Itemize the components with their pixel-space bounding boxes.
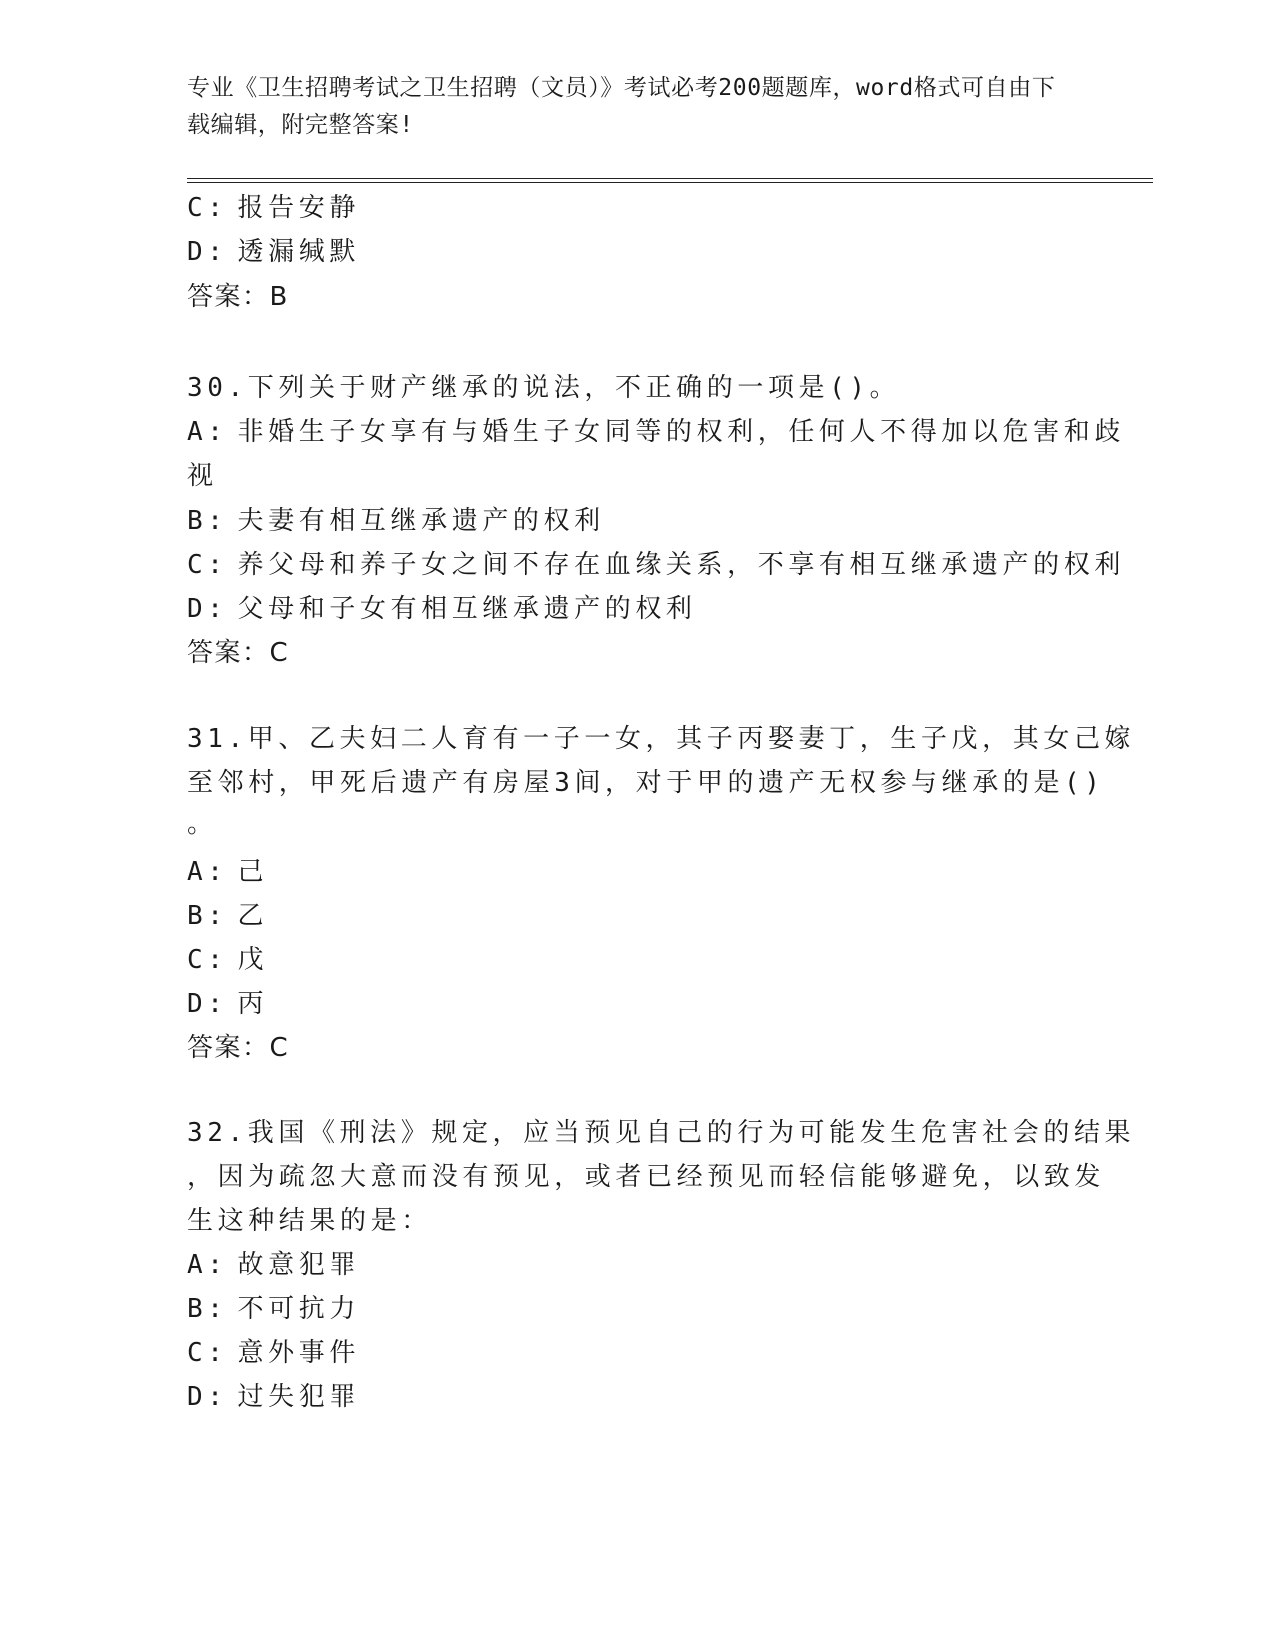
question-31-answer: 答案：C — [187, 1033, 290, 1063]
header-divider-bottom — [187, 182, 1153, 183]
question-30-option-d: D: 父母和子女有相互继承遗产的权利 — [187, 594, 697, 624]
question-31-option-a: A: 己 — [187, 857, 269, 887]
question-32-option-a: A: 故意犯罪 — [187, 1250, 360, 1280]
option-c: C: 报告安静 — [187, 193, 360, 223]
question-31-stem-line-2: 至邻村，甲死后遗产有房屋3间，对于甲的遗产无权参与继承的是() — [187, 768, 1105, 798]
option-d: D: 透漏缄默 — [187, 237, 360, 267]
question-30-option-c: C: 养父母和养子女之间不存在血缘关系，不享有相互继承遗产的权利 — [187, 550, 1125, 580]
question-30-option-a: A: 非婚生子女享有与婚生子女同等的权利，任何人不得加以危害和歧 — [187, 417, 1125, 447]
question-31-stem-line-1: 31.甲、乙夫妇二人育有一子一女，其子丙娶妻丁，生子戊，其女己嫁 — [187, 724, 1136, 754]
question-32-option-d: D: 过失犯罪 — [187, 1382, 360, 1412]
question-30-stem: 30.下列关于财产继承的说法，不正确的一项是()。 — [187, 373, 901, 403]
question-30-option-b: B: 夫妻有相互继承遗产的权利 — [187, 506, 605, 536]
answer-prev: 答案：B — [187, 282, 289, 312]
question-31-option-b: B: 乙 — [187, 901, 269, 931]
question-32-stem-line-1: 32.我国《刑法》规定，应当预见自己的行为可能发生危害社会的结果 — [187, 1118, 1136, 1148]
question-31-stem-line-3: 。 — [187, 809, 218, 839]
question-32-stem-line-3: 生这种结果的是： — [187, 1206, 432, 1236]
question-31-option-d: D: 丙 — [187, 989, 269, 1019]
question-32-stem-line-2: ，因为疏忽大意而没有预见，或者已经预见而轻信能够避免，以致发 — [187, 1162, 1106, 1192]
question-32-option-c: C: 意外事件 — [187, 1338, 360, 1368]
question-30-answer: 答案：C — [187, 638, 290, 668]
question-31-option-c: C: 戊 — [187, 945, 269, 975]
question-30-option-a-cont: 视 — [187, 461, 218, 491]
header-divider-top — [187, 178, 1153, 179]
question-32-option-b: B: 不可抗力 — [187, 1294, 360, 1324]
page-header: 专业《卫生招聘考试之卫生招聘（文员）》考试必考200题题库，word格式可自由下载编辑，附完整答案! — [187, 75, 1056, 138]
